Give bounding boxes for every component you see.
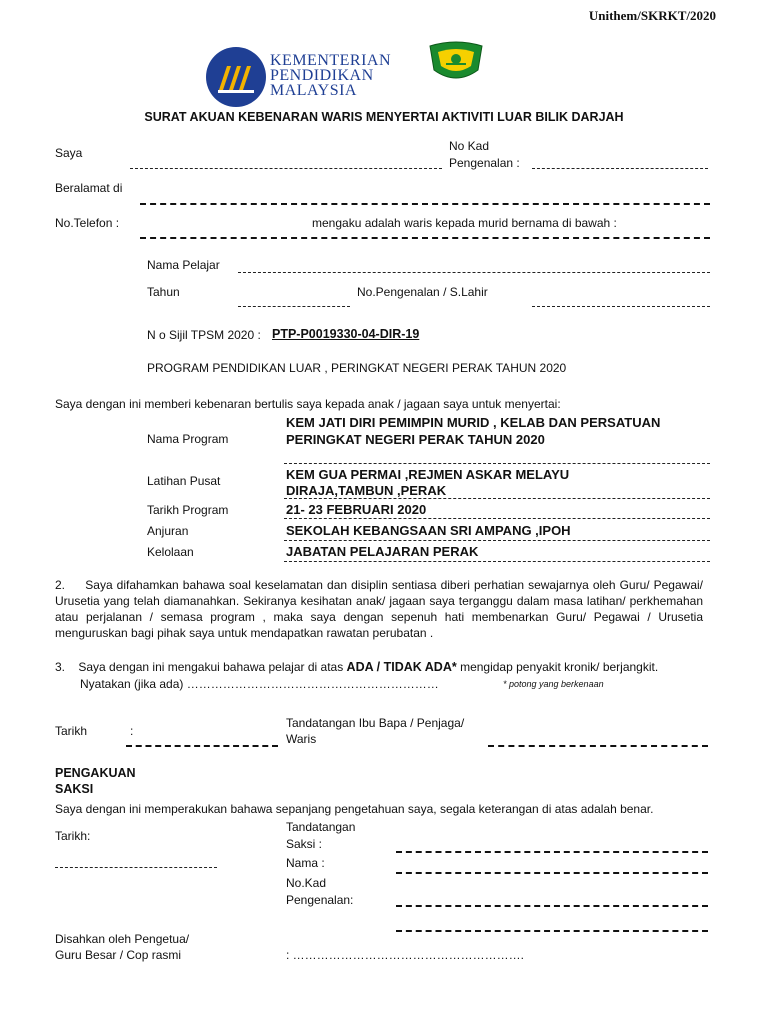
sijil-label: N o Sijil TPSM 2020 : <box>147 328 261 342</box>
pengenalan-label: Pengenalan : <box>449 156 520 170</box>
nyatakan-line[interactable]: Nyatakan (jika ada) ……………………………………………………… <box>80 677 439 691</box>
nama-program-label: Nama Program <box>147 432 229 446</box>
clause-3-number: 3. <box>55 660 66 674</box>
kpm-emblem-icon <box>205 46 267 108</box>
nama-program-line1: KEM JATI DIRI PEMIMPIN MURID , KELAB DAN PERSATUAN <box>286 415 661 430</box>
anjuran-field[interactable] <box>284 540 710 541</box>
pengakuan-statement: Saya dengan ini memperakukan bahawa sepanjang pengetahuan saya, segala keterangan di atas adalah benar. <box>55 802 654 816</box>
tarikh-program-value: 21- 23 FEBRUARI 2020 <box>286 502 427 517</box>
kelolaan-value: JABATAN PELAJARAN PERAK <box>286 544 479 559</box>
kpm-logo-text <box>270 53 391 98</box>
no-kad-field[interactable] <box>532 168 708 169</box>
nama-pelajar-field[interactable] <box>238 272 710 273</box>
logo-text-line2: PENDIDIKAN <box>270 67 374 84</box>
saksi-tarikh-field[interactable] <box>55 867 217 868</box>
nama-pelajar-label: Nama Pelajar <box>147 258 220 272</box>
latihan-pusat-field[interactable] <box>284 498 710 499</box>
saksi-nama-field[interactable] <box>396 872 708 874</box>
tarikh-colon: : <box>130 724 134 738</box>
tandatangan-waris-field[interactable] <box>488 745 708 747</box>
clause-2 <box>55 577 703 641</box>
pengakuan-heading-1: PENGAKUAN <box>55 766 136 780</box>
clause-3-text-before: Saya dengan ini mengakui bahawa pelajar di atas <box>78 660 347 674</box>
mengaku-text: mengaku adalah waris kepada murid bernama di bawah : <box>312 216 617 230</box>
permission-intro: Saya dengan ini memberi kebenaran bertulis saya kepada anak / jagaan saya untuk menyertai: <box>55 397 561 411</box>
no-telefon-label: No.Telefon : <box>55 216 120 230</box>
potong-note: * potong yang berkenaan <box>503 679 604 689</box>
logo-text-line1: KEMENTERIAN <box>270 52 392 69</box>
no-pengenalan-field[interactable] <box>532 306 710 307</box>
tandatangan-line1: Tandatangan Ibu Bapa / Penjaga/ <box>286 716 465 730</box>
no-pengenalan-slahir-label: No.Pengenalan / S.Lahir <box>357 285 488 299</box>
nama-program-field[interactable] <box>284 463 710 464</box>
saksi-tandatangan-2: Saksi : <box>286 837 323 851</box>
kpm-logo <box>205 46 267 111</box>
disahkan-dots[interactable]: : …………………………………………………. <box>286 948 525 962</box>
latihan-pusat-label: Latihan Pusat <box>147 474 221 488</box>
saksi-nokad-field[interactable] <box>396 905 708 907</box>
saya-label: Saya <box>55 146 83 160</box>
clause-3 <box>55 660 658 674</box>
anjuran-label: Anjuran <box>147 524 189 538</box>
nama-program-line2: PERINGKAT NEGERI PERAK TAHUN 2020 <box>286 432 545 447</box>
saksi-nokad-2: Pengenalan: <box>286 893 354 907</box>
beralamat-label: Beralamat di <box>55 181 123 195</box>
tarikh-program-label: Tarikh Program <box>147 503 229 517</box>
saksi-tandatangan-field[interactable] <box>396 851 708 853</box>
alamat-field-2[interactable] <box>140 237 710 239</box>
tahun-field[interactable] <box>238 306 350 307</box>
pengakuan-heading-2: SAKSI <box>55 782 94 796</box>
document-title: SURAT AKUAN KEBENARAN WARIS MENYERTAI AKTIVITI LUAR BILIK DARJAH <box>144 110 624 124</box>
disahkan-line1: Disahkan oleh Pengetua/ <box>55 932 190 946</box>
crest-icon <box>428 40 484 86</box>
saksi-nokad-1: No.Kad <box>286 876 327 890</box>
tarikh-label: Tarikh <box>55 724 88 738</box>
tahun-label: Tahun <box>147 285 180 299</box>
alamat-field-1[interactable] <box>140 203 710 205</box>
perak-crest <box>428 40 484 89</box>
saksi-nokad-field-2[interactable] <box>396 930 708 932</box>
no-kad-label: No Kad <box>449 139 490 153</box>
sijil-value: PTP-P0019330-04-DIR-19 <box>272 327 420 341</box>
clause-2-number: 2. <box>55 578 66 592</box>
saksi-tandatangan-1: Tandatangan <box>286 820 356 834</box>
ada-tidak-ada[interactable]: ADA / TIDAK ADA* <box>346 660 457 674</box>
saksi-tarikh-label: Tarikh: <box>55 829 91 843</box>
latihan-pusat-line2: DIRAJA,TAMBUN ,PERAK <box>286 483 447 498</box>
program-line: PROGRAM PENDIDIKAN LUAR , PERINGKAT NEGERI PERAK TAHUN 2020 <box>147 361 567 375</box>
tarikh-field[interactable] <box>126 745 278 747</box>
logo-text-line3: MALAYSIA <box>270 82 357 99</box>
anjuran-value: SEKOLAH KEBANGSAAN SRI AMPANG ,IPOH <box>286 523 571 538</box>
document-reference: Unithem/SKRKT/2020 <box>588 8 716 23</box>
latihan-pusat-line1: KEM GUA PERMAI ,REJMEN ASKAR MELAYU <box>286 467 570 482</box>
clause-2-text: Saya difahamkan bahawa soal keselamatan dan disiplin sentiasa diberi perhatian sewajarnya oleh Guru/ Pegawai/ Urusetia yang telah diamanahkan. Sekiranya kesihatan anak/ jagaan saya terganggu dalam masa latihan/ perkhemahan atau perjalanan / semasa program , maka saya dengan sepenuh hati membenarkan Guru/ Pegawai / Urusetia menguruskan bagi pihak saya untuk mendapatkan rawatan perubatan . <box>55 578 703 640</box>
disahkan-line2: Guru Besar / Cop rasmi <box>55 948 182 962</box>
saya-field[interactable] <box>130 168 442 169</box>
tarikh-program-field[interactable] <box>284 518 710 519</box>
kelolaan-field[interactable] <box>284 561 710 562</box>
tandatangan-line2: Waris <box>286 732 317 746</box>
saksi-nama-label: Nama : <box>286 856 325 870</box>
clause-3-text-after: mengidap penyakit kronik/ berjangkit. <box>456 660 659 674</box>
kelolaan-label: Kelolaan <box>147 545 194 559</box>
